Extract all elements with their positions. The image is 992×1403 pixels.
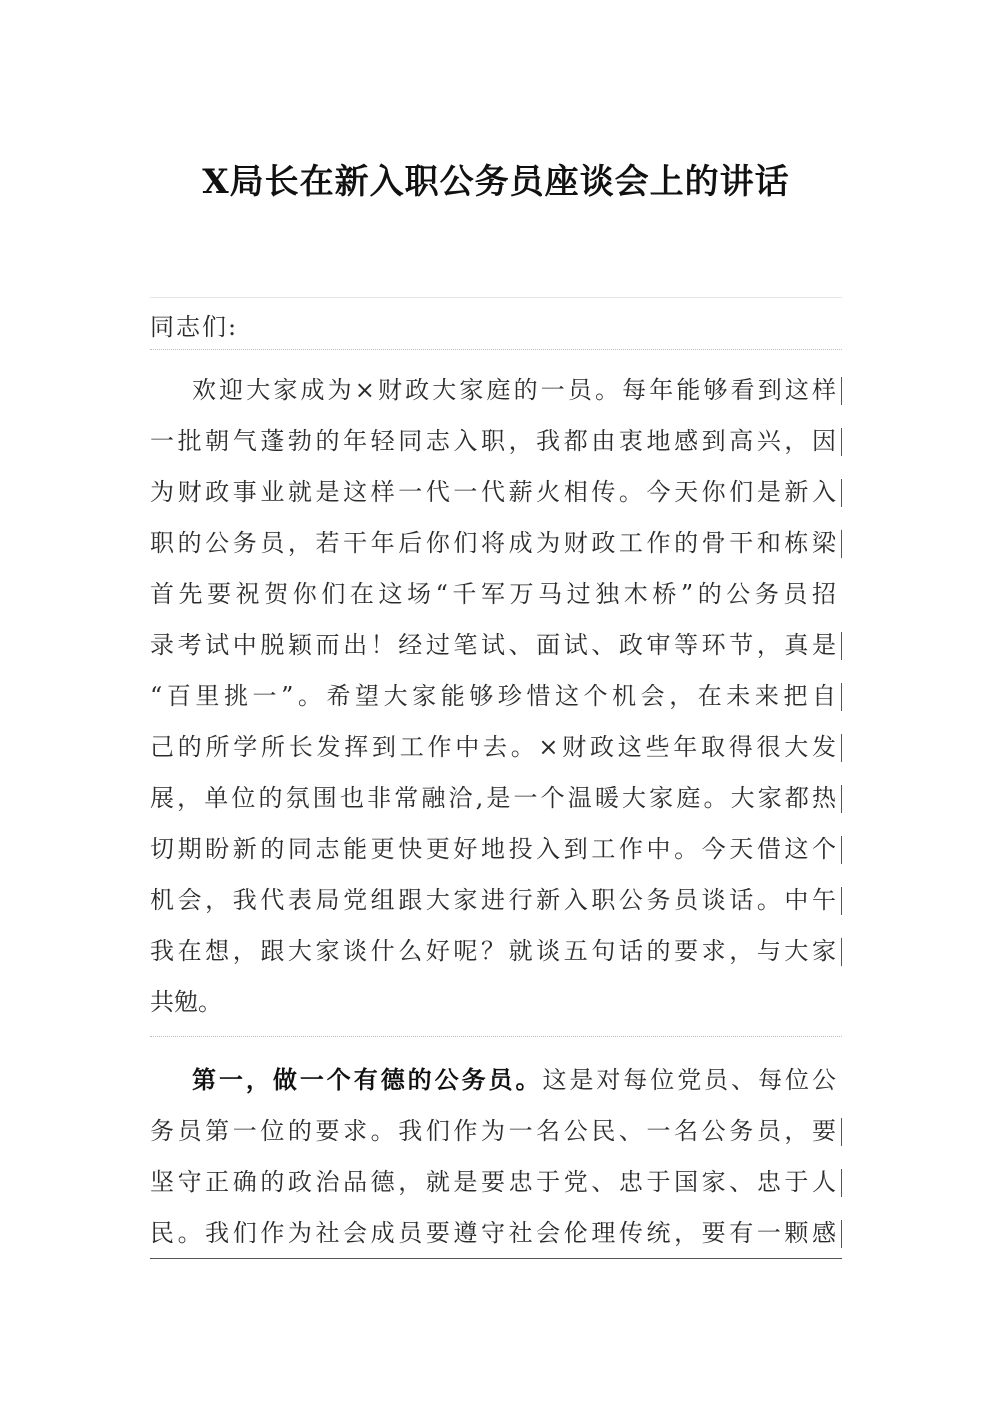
paragraph-line: 务员第一位的要求。我们作为一名公民、一名公务员，要 <box>150 1106 842 1157</box>
revision-mark <box>841 1169 842 1197</box>
paragraph-line: 录考试中脱颖而出！经过笔试、面试、政审等环节，真是 <box>150 620 842 671</box>
paragraph-welcome <box>150 365 842 1028</box>
bottom-divider <box>150 1258 842 1259</box>
paragraph-line: 第一，做一个有德的公务员。这是对每位党员、每位公 <box>192 1066 837 1094</box>
paragraph-line: 职的公务员，若干年后你们将成为财政工作的骨干和栋梁 <box>150 518 842 569</box>
revision-mark <box>841 377 842 405</box>
revision-mark <box>841 734 842 762</box>
paragraph-line: “百里挑一”。希望大家能够珍惜这个机会，在未来把自 <box>150 671 842 722</box>
revision-mark <box>841 887 842 915</box>
revision-mark <box>841 632 842 660</box>
point-heading: 第一，做一个有德的公务员。 <box>192 1066 543 1094</box>
paragraph-line: 欢迎大家成为×财政大家庭的一员。每年能够看到这样 <box>150 365 842 416</box>
document-title: X局长在新入职公务员座谈会上的讲话 <box>202 162 790 202</box>
paragraph-line: 切期盼新的同志能更快更好地投入到工作中。今天借这个 <box>150 824 842 875</box>
revision-mark <box>841 683 842 711</box>
paragraph-line: 一批朝气蓬勃的年轻同志入职，我都由衷地感到高兴，因 <box>150 416 842 467</box>
paragraph-line: 己的所学所长发挥到工作中去。×财政这些年取得很大发 <box>150 722 842 773</box>
paragraph-line: 首先要祝贺你们在这场“千军万马过独木桥”的公务员招 <box>150 580 836 608</box>
revision-mark <box>841 785 842 813</box>
top-divider <box>150 297 842 298</box>
paragraph-first-point <box>150 1055 842 1259</box>
revision-mark <box>841 938 842 966</box>
dotted-divider <box>150 349 842 350</box>
revision-mark <box>841 1220 842 1248</box>
revision-mark <box>841 479 842 507</box>
paragraph-line: 展，单位的氛围也非常融洽,是一个温暖大家庭。大家都热 <box>150 773 842 824</box>
paragraph-line: 民。我们作为社会成员要遵守社会伦理传统，要有一颗感 <box>150 1208 842 1259</box>
paragraph-line: 共勉。 <box>150 988 222 1016</box>
paragraph-line: 坚守正确的政治品德，就是要忠于党、忠于国家、忠于人 <box>150 1157 842 1208</box>
revision-mark <box>841 428 842 456</box>
paragraph-line: 机会，我代表局党组跟大家进行新入职公务员谈话。中午 <box>150 875 842 926</box>
paragraph-line: 我在想，跟大家谈什么好呢？就谈五句话的要求，与大家 <box>150 926 842 977</box>
revision-mark <box>841 1118 842 1146</box>
paragraph-line: 为财政事业就是这样一代一代薪火相传。今天你们是新入 <box>150 467 842 518</box>
revision-mark <box>841 836 842 864</box>
revision-mark <box>841 530 842 558</box>
dotted-divider <box>150 1036 842 1037</box>
salutation: 同志们: <box>150 313 239 341</box>
